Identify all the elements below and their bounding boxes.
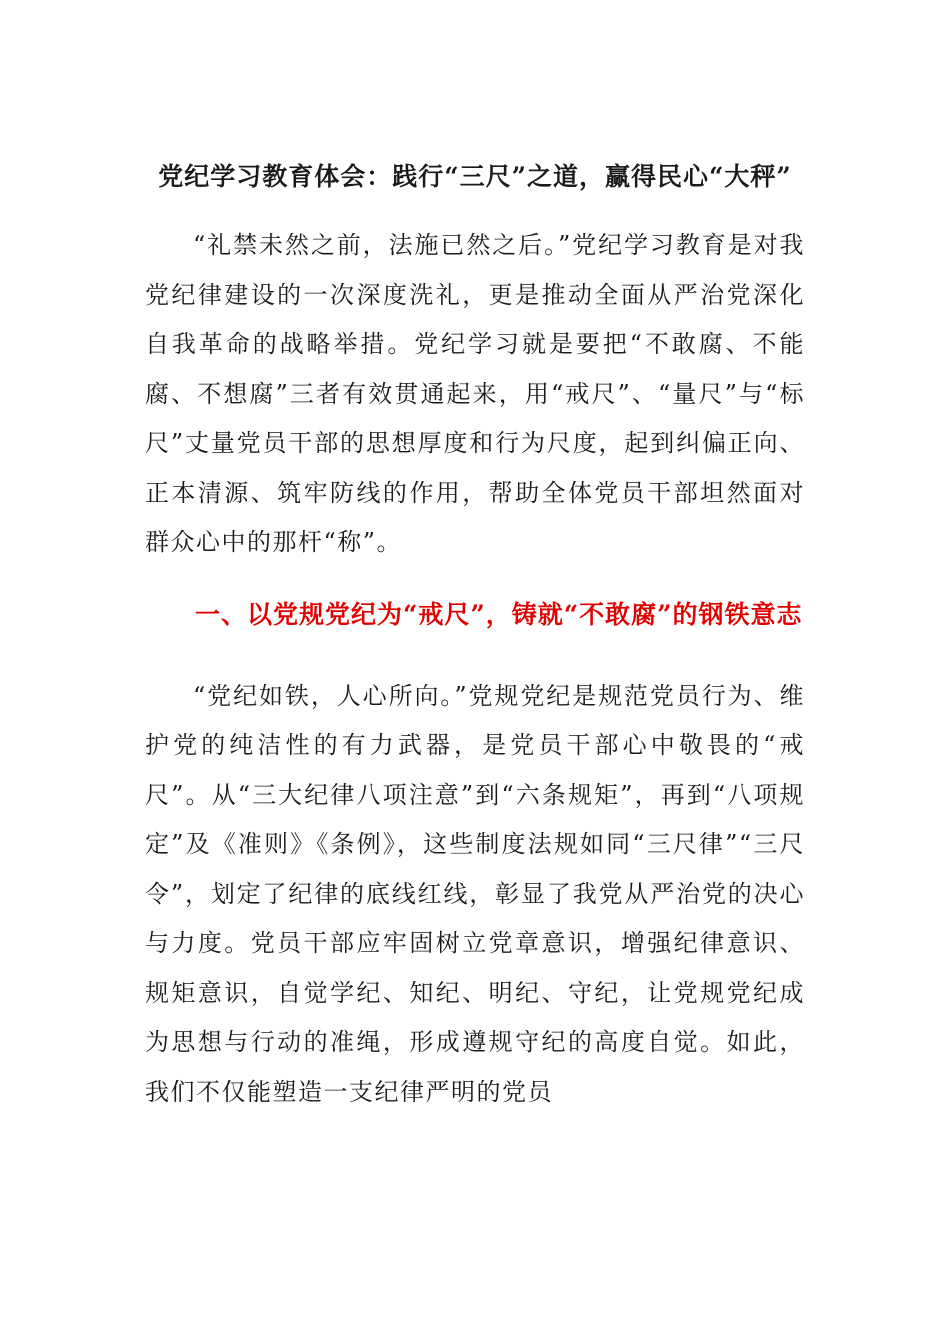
document-title: 党纪学习教育体会：践行“三尺”之道，赢得民心“大秤” [158,162,792,191]
section-heading-1: 一、以党规党纪为“戒尺”，铸就“不敢腐”的钢铁意志 [195,599,803,629]
section-1-paragraph: “党纪如铁，人心所向。”党规党纪是规范党员行为、维护党的纯洁性的有力武器，是党员干部心中敬畏的“戒尺”。从“三大纪律八项注意”到“六条规矩”，再到“八项规定”及《准则》《条例》，这些制度法规如同“三尺律”“三尺令”，划定了纪律的底线红线，彰显了我党从严治党的决心与力度。党员干部应牢固树立党章意识，增强纪律意识、规矩意识，自觉学纪、知纪、明纪、守纪，让党规党纪成为思想与行动的准绳，形成遵规守纪的高度自觉。如此，我们不仅能塑造一支纪律严明的党员 [145,681,805,1106]
intro-paragraph: “礼禁未然之前，法施已然之后。”党纪学习教育是对我党纪律建设的一次深度洗礼，更是推动全面从严治党深化自我革命的战略举措。党纪学习就是要把“不敢腐、不能腐、不想腐”三者有效贯通起来，用“戒尺”、“量尺”与“标尺”丈量党员干部的思想厚度和行为尺度，起到纠偏正向、正本清源、筑牢防线的作用，帮助全体党员干部坦然面对群众心中的那杆“称”。 [145,231,805,556]
document-body [145,155,805,1117]
